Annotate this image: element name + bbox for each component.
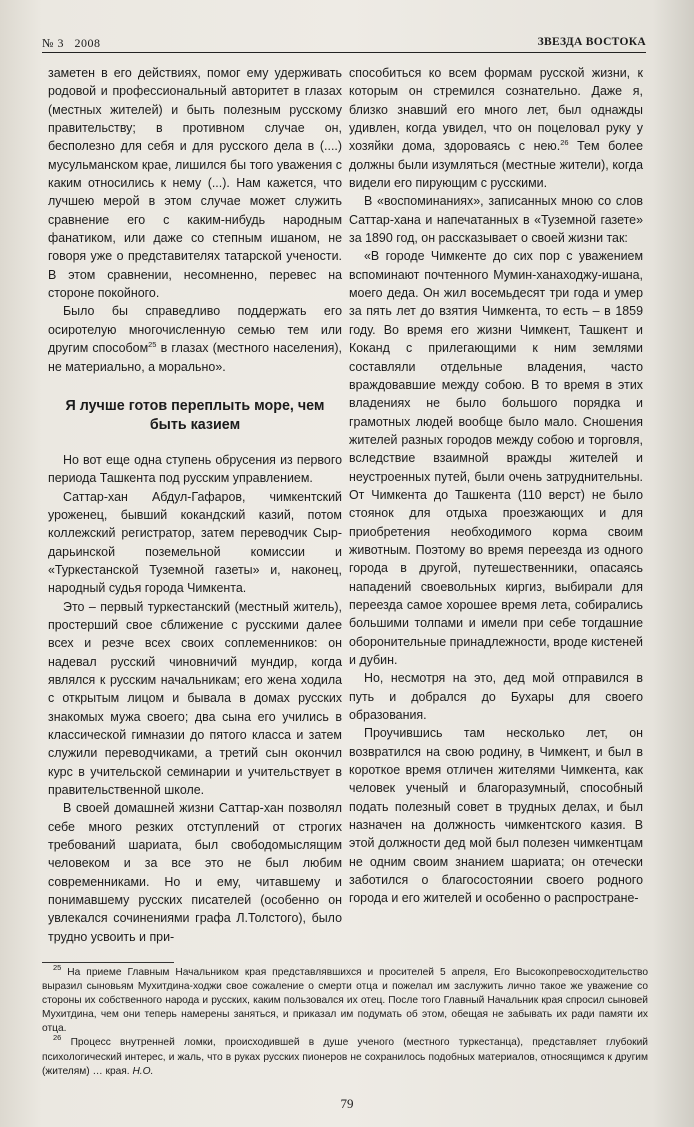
paragraph	[48, 302, 342, 375]
footnote-26	[42, 1033, 648, 1078]
paragraph	[349, 64, 643, 192]
footnote-text: На приеме Главным Начальником края представлявшихся и просителей 5 апреля, Его Высокопревосходительство выразил сыновьям Мухитдина-ходжи свое сожаление о смерти отца и пожелал им заслужить лично такое же уважение со стороны их собственного народа и русских, каким пользовался их отец. После того Главный Начальник края спросил сыновей Мухитдина, чем они теперь намерены заняться, и приказал им подумать об этом, обещая не забывать их ради памяти их отца.	[42, 967, 648, 1035]
right-column	[349, 64, 643, 908]
paragraph: Но вот еще одна ступень обрусения из первого периода Ташкента под русским управлением.	[48, 452, 342, 486]
paragraph-text: способиться ко всем формам русской жизни, к которым он стремился сознательно. Даже я, близко знавший его много лет, был однажды удивлен, когда увидел, что он поцеловал руку у хозяйки дома, здороваясь с нею.	[349, 66, 643, 154]
footnote-ref: 26	[560, 138, 569, 148]
paragraph-text: Было бы справедливо поддержать его осиротелую многочисленную семью тем или другим способом	[48, 304, 342, 356]
running-header	[42, 34, 646, 53]
footnote-ref: 25	[148, 340, 157, 350]
paragraph: Проучившись там несколько лет, он возвратился на свою родину, в Чимкент, и был в короткое время отличен жителями Чимкента, как человек ученый и благоразумный, способный подать полезный совет в трудных делах, и был назначен на должность чимкентского казия. В этой должности дед мой был полезен чимкентцам не одним своим знанием шариата; он отечески заботился о благосостоянии своего родного города и его жителей и особенно о распростране-	[349, 726, 643, 906]
paragraph-text: Тем более должны были изумляться (местные жители), когда видели его пирующим с русскими.	[349, 139, 643, 191]
footnote-separator	[42, 962, 174, 963]
footnote-number: 26	[53, 1033, 62, 1043]
paragraph: Но, несмотря на это, дед мой отправился в путь и добрался до Бухары для своего образования.	[349, 671, 643, 723]
paragraph: Саттар-хан Абдул-Гафаров, чимкентский уроженец, бывший кокандский казий, потом коллежский регистратор, затем переводчик Сыр-дарьинской поземельной комиссии и «Туркестанской Туземной газеты» и, наконец, народный судья города Чимкента.	[48, 489, 342, 596]
page-number: 79	[340, 1096, 354, 1111]
footnote-text: Процесс внутренней ломки, происходившей в душе ученого (местного туркестанца), представляет глубокий психологический интерес, и жаль, что в руках русских пионеров не сохранилось подобных материалов, относящимся к другим (жителям) … края.	[42, 1037, 648, 1077]
journal-title: ЗВЕЗДА ВОСТОКА	[537, 36, 646, 48]
left-column	[48, 64, 342, 946]
footnote-signature: Н.О.	[132, 1065, 154, 1077]
paragraph-text: в глазах (местного населения), не материально, а морально».	[48, 341, 342, 374]
paragraph: «В городе Чимкенте до сих пор с уважением вспоминают почтенного Мумин-ханаходжу-ишана, моего деда. Он жил восемьдесят три года и умер за пять лет до взятия Чимкента, то есть – в 1859 году. Во время его жизни Чимкент, Ташкент и Коканд с прилегающими к ним землями составляли отдельные владения, часто враждовавшие между собою. В то время в этих владениях не было большого порядка и грамотных людей вообще было мало. Сношения жителей разных городов между собою и торговля, вследствие взаимной вражды жителей и неустроенных путей, были очень затруднительны. От Чимкента до Ташкента (110 верст) не было стоянок для отдыха проезжающих и для приобретения необходимого корма своим животным. Поэтому во время переезда из одного города в другой, путешественники, опасаясь нападений своевольных киргиз, выбирали для переезда самое хорошее время лета, собирались большими толпами и имели при себе тогдашние оборонительные принадлежности, вроде кистеней и дубин.	[349, 249, 643, 667]
paragraph: В своей домашней жизни Саттар-хан позволял себе много резких отступлений от строгих требований шариата, был свободомыслящим человеком и за все это не был любим современниками. Но и ему, читавшему и понимавшему русских писателей (особенно он увлекался сочинениями графа Л.Толстого), было трудно усвоить и при-	[48, 801, 342, 944]
footnote-number: 25	[53, 963, 62, 972]
paragraph: Это – первый туркестанский (местный житель), простерший свое сближение с русскими далее всех и резче всех своих соплеменников: он надевал русский чиновничий мундир, когда являлся к русским начальникам; его жена ходила с открытым лицом и бывала в домах русских знакомых мужа своего; два сына его учились в классической гимназии до пятого класса и затем служили переводчиками, а третий сын окончил курс в учительской семинарии и учительствует в правительственной школе.	[48, 599, 342, 798]
paragraph: В «воспоминаниях», записанных мною со слов Саттар-хана и напечатанных в «Туземной газете» за 1890 год, он рассказывает о своей жизни так:	[349, 194, 643, 246]
section-heading: Я лучше готов переплыть море, чем быть казием	[65, 397, 325, 433]
footnote-25	[42, 963, 648, 1036]
footnotes	[42, 963, 648, 1079]
paragraph: заметен в его действиях, помог ему удерживать родовой и профессиональный авторитет в глазах (местных жителей) и быть полезным русскому правительству; в противном случае он, бесполезно для себя и для русского дела в (....) мусульманском крае, лишился бы того уважения с каким относились к нему (...). Нам кажется, что лучшею мерой в этом случае может служить сравнение его с каким-нибудь народным фанатиком, или даже со степным ишаном, не говоря уже о представителях татарской учености. В этом сравнении, несомненно, перевес на стороне покойного.	[48, 66, 342, 301]
issue-number: № 3 2008	[42, 36, 101, 50]
